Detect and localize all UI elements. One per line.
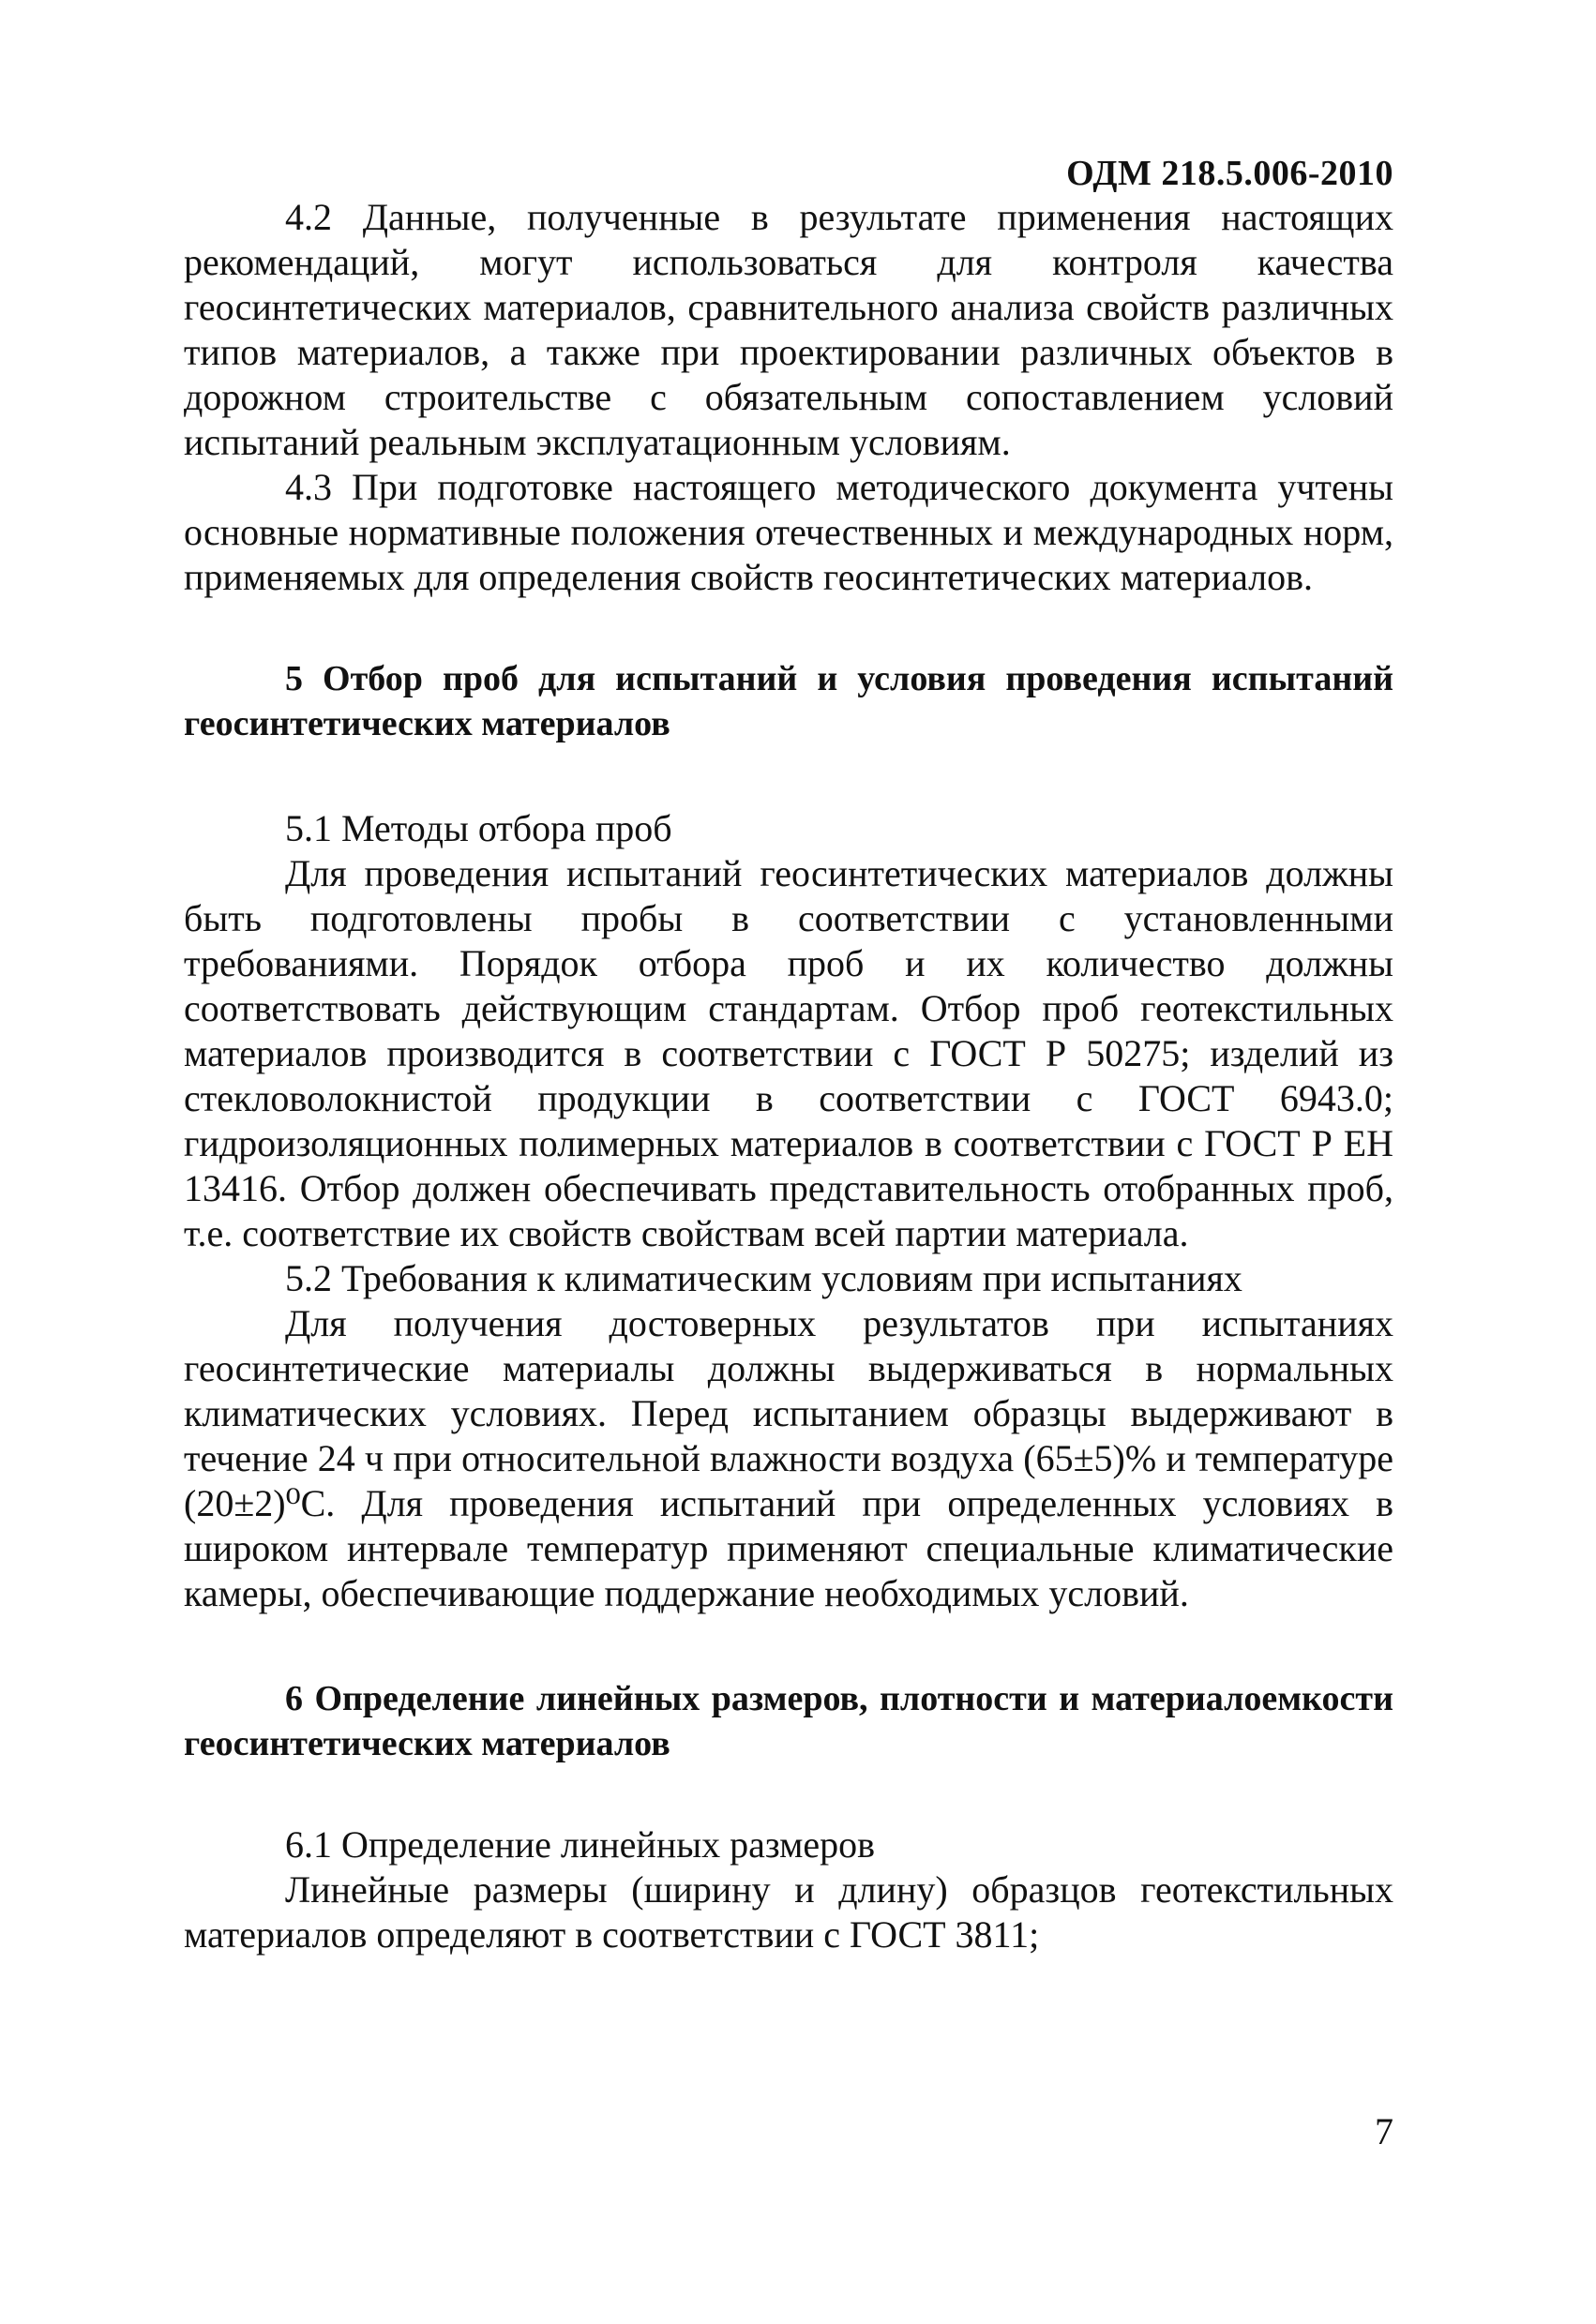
subsection-5-2-title: 5.2 Требования к климатическим условиям при испытаниях [285, 1257, 1242, 1299]
subsection-5-1-text: Для проведения испытаний геосинтетических материалов должны быть подготовлены пробы в соответствии с установленными требованиями. Порядок отбора проб и их количество должны соответствовать действующим стандартам. Отбор проб геотекстильных материалов производится в соответствии с ГОСТ Р 50275; изделий из стекловолокнистой продукции в соответствии с ГОСТ 6943.0; гидроизоляционных полимерных материалов в соответствии с ГОСТ Р ЕН 13416. Отбор должен обеспечивать представительность отобранных проб, т.е. соответствие их свойств свойствам всей партии материала. [184, 852, 1393, 1254]
page-content [184, 152, 1393, 1957]
subsection-5-1-title: 5.1 Методы отбора проб [285, 807, 672, 849]
paragraph-4-2: 4.2 Данные, полученные в результате применения настоящих рекомендаций, могут использоваться для контроля качества геосинтетических материалов, сравнительного анализа свойств различных типов материалов, а также при проектировании различных объектов в дорожном строительстве с обязательным сопоставлением условий испытаний реальным эксплуатационным условиям. [184, 196, 1393, 463]
subsection-6-1-title: 6.1 Определение линейных размеров [285, 1823, 876, 1866]
section-6-heading: 6 Определение линейных размеров, плотности и материалоемкости геосинтетических материалов [184, 1679, 1393, 1763]
subsection-6-1-text: Линейные размеры (ширину и длину) образцов геотекстильных материалов определяют в соответствии с ГОСТ 3811; [184, 1868, 1393, 1956]
document-code: ОДМ 218.5.006-2010 [1066, 154, 1393, 193]
subsection-5-2-text: Для получения достоверных результатов при испытаниях геосинтетические материалы должны выдерживаться в нормальных климатических условиях. Перед испытанием образцы выдерживают в течение 24 ч при относительной влажности воздуха (65±5)% и температуре (20±2)⁰С. Для проведения испытаний при определенных условиях в широком интервале температур применяют специальные климатические камеры, обеспечивающие поддержание необходимых условий. [184, 1302, 1393, 1614]
section-5-heading: 5 Отбор проб для испытаний и условия проведения испытаний геосинтетических материалов [184, 659, 1393, 743]
paragraph-4-3: 4.3 При подготовке настоящего методического документа учтены основные нормативные положения отечественных и международных норм, применяемых для определения свойств геосинтетических материалов. [184, 466, 1393, 598]
page-number: 7 [1375, 2110, 1393, 2152]
